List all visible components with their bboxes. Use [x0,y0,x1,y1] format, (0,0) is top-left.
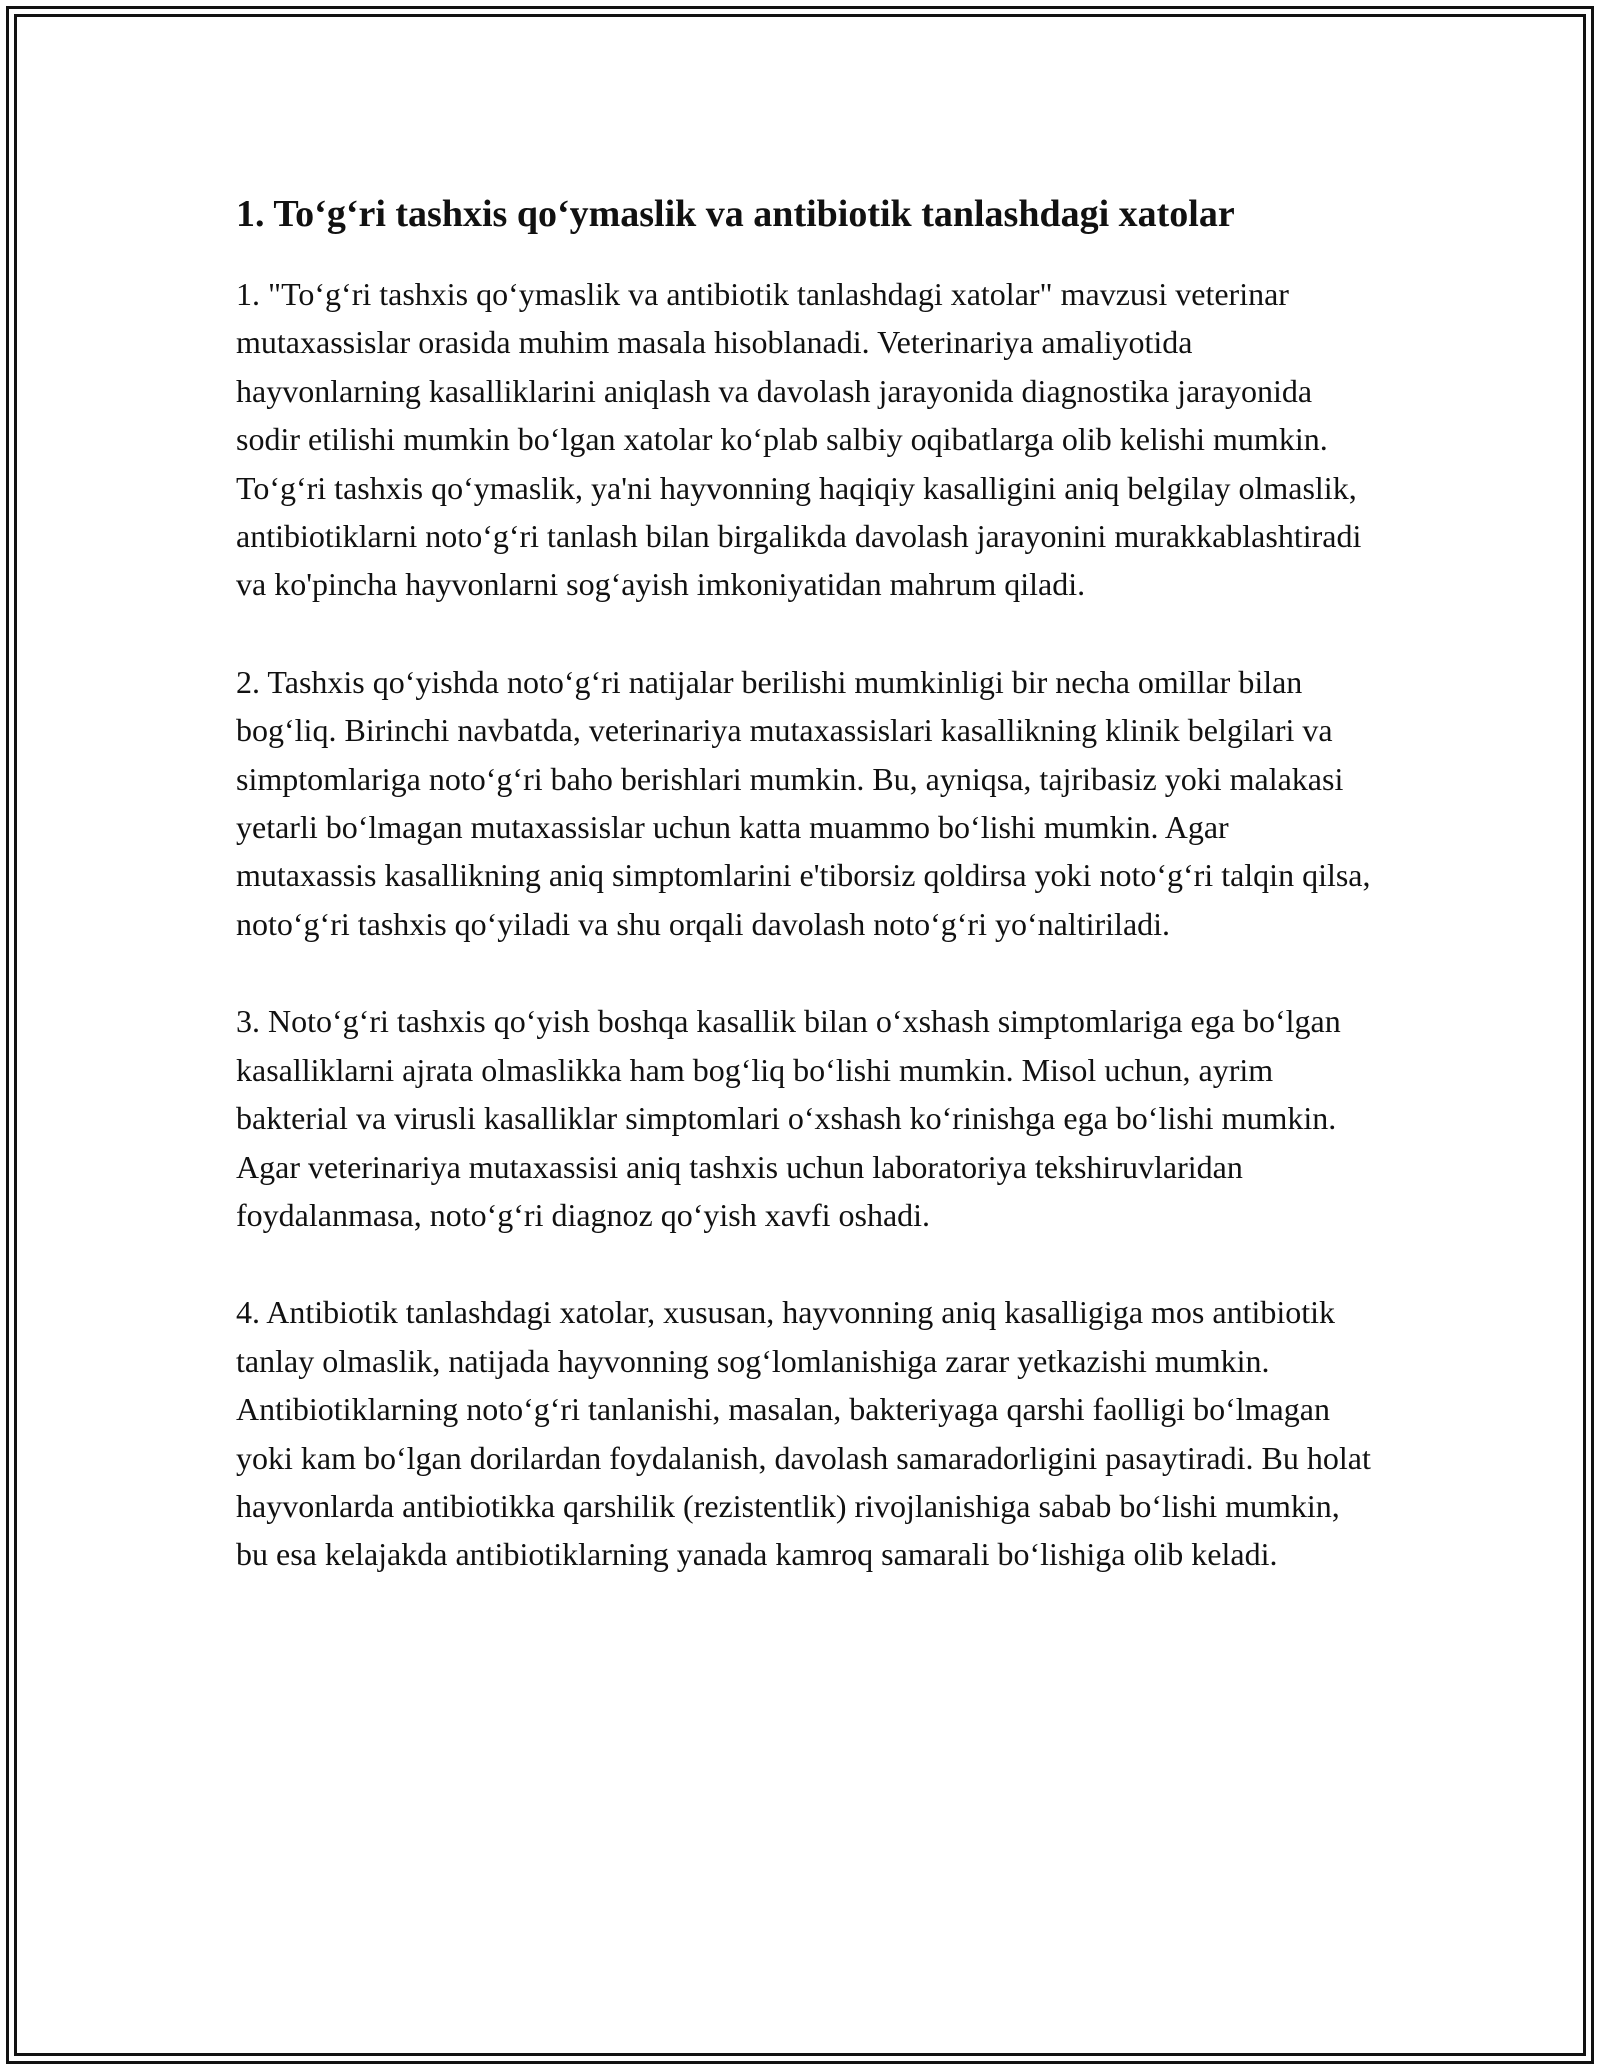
paragraph-3: 3. Noto‘g‘ri tashxis qo‘yish boshqa kasallik bilan o‘xshash simptomlariga ega bo‘lgan kasalliklarni ajrata olmaslikka ham bog‘liq bo‘lishi mumkin. Misol uchun, ayrim bakterial va virusli kasalliklar simptomlari o‘xshash ko‘rinishga ega bo‘lishi mumkin. Agar veterinariya mutaxassisi aniq tashxis uchun laboratoriya tekshiruvlaridan foydalanmasa, noto‘g‘ri diagnoz qo‘yish xavfi oshadi. [236,1003,1341,1233]
document-body [236,188,1376,1628]
document-title: 1. To‘g‘ri tashxis qo‘ymaslik va antibiotik tanlashdagi xatolar [236,193,1235,235]
paragraph-4: 4. Antibiotik tanlashdagi xatolar, xususan, hayvonning aniq kasalligiga mos antibiotik tanlay olmaslik, natijada hayvonning sog‘lomlanishiga zarar yetkazishi mumkin. Antibiotiklarning noto‘g‘ri tanlanishi, masalan, bakteriyaga qarshi faolligi bo‘lmagan yoki kam bo‘lgan dorilardan foydalanish, davolash samaradorligini pasaytiradi. Bu holat hayvonlarda antibiotikka qarshilik (rezistentlik) rivojlanishiga sabab bo‘lishi mumkin, bu esa kelajakda antibiotiklarning yanada kamroq samarali bo‘lishiga olib keladi. [236,1294,1371,1573]
paragraph-1: 1. "To‘g‘ri tashxis qo‘ymaslik va antibiotik tanlashdagi xatolar" mavzusi veterinar mutaxassislar orasida muhim masala hisoblanadi. Veterinariya amaliyotida hayvonlarning kasalliklarini aniqlash va davolash jarayonida diagnostika jarayonida sodir etilishi mumkin bo‘lgan xatolar ko‘plab salbiy oqibatlarga olib kelishi mumkin. To‘g‘ri tashxis qo‘ymaslik, ya'ni hayvonning haqiqiy kasalligini aniq belgilay olmaslik, antibiotiklarni noto‘g‘ri tanlash bilan birgalikda davolash jarayonini murakkablashtiradi va ko'pincha hayvonlarni sog‘ayish imkoniyatidan mahrum qiladi. [236,276,1362,603]
paragraph-2: 2. Tashxis qo‘yishda noto‘g‘ri natijalar berilishi mumkinligi bir necha omillar bilan bog‘liq. Birinchi navbatda, veterinariya mutaxassislari kasallikning klinik belgilari va simptomlariga noto‘g‘ri baho berishlari mumkin. Bu, ayniqsa, tajribasiz yoki malakasi yetarli bo‘lmagan mutaxassislar uchun katta muammo bo‘lishi mumkin. Agar mutaxassis kasallikning aniq simptomlarini e'tiborsiz qoldirsa yoki noto‘g‘ri talqin qilsa, noto‘g‘ri tashxis qo‘yiladi va shu orqali davolash noto‘g‘ri yo‘naltiriladi. [236,663,1371,942]
